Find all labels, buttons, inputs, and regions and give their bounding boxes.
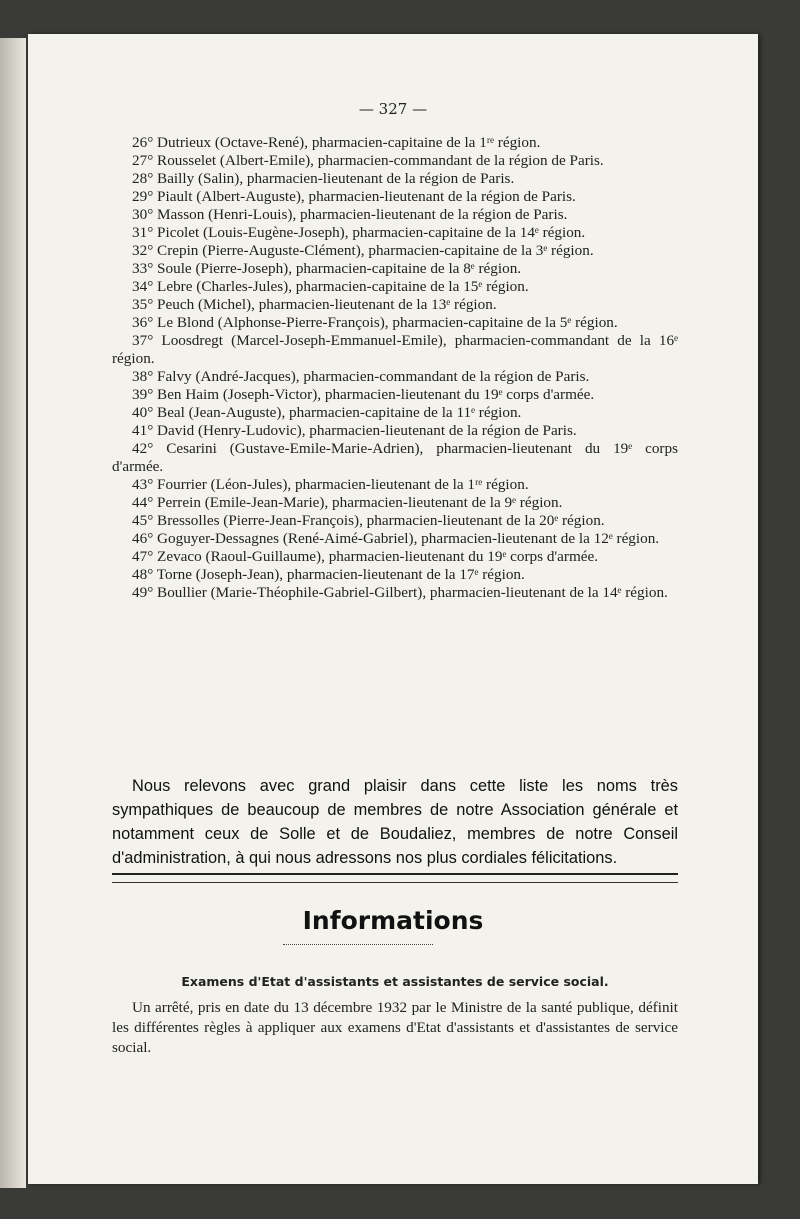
list-item: 33° Soule (Pierre-Joseph), pharmacien-capitaine de la 8ᵉ région. [132, 260, 522, 277]
list-item: 45° Bressolles (Pierre-Jean-François), pharmacien-lieutenant de la 20ᵉ région. [132, 512, 605, 529]
list-item: 43° Fourrier (Léon-Jules), pharmacien-lieutenant de la 1ʳᵉ région. [132, 476, 529, 493]
list-item: 32° Crepin (Pierre-Auguste-Clément), pharmacien-capitaine de la 3ᵉ région. [132, 242, 594, 259]
subheading: Examens d'Etat d'assistants et assistantes de service social. [181, 974, 609, 989]
list-item: 44° Perrein (Emile-Jean-Marie), pharmacien-lieutenant de la 9ᵉ région. [132, 494, 563, 511]
document-page [28, 34, 758, 1184]
list-item: 30° Masson (Henri-Louis), pharmacien-lieutenant de la région de Paris. [132, 206, 568, 223]
facing-page-edge [0, 38, 26, 1188]
list-item: 29° Piault (Albert-Auguste), pharmacien-lieutenant de la région de Paris. [132, 188, 576, 205]
section-divider-thin [112, 882, 678, 883]
list-item: 34° Lebre (Charles-Jules), pharmacien-capitaine de la 15ᵉ région. [132, 278, 529, 295]
list-item: 49° Boullier (Marie-Théophile-Gabriel-Gilbert), pharmacien-lieutenant de la 14ᵉ région. [132, 584, 668, 601]
body-paragraph: Un arrêté, pris en date du 13 décembre 1932 par le Ministre de la santé publique, définit les différentes règles à appliquer aux examens d'Etat d'assistants et d'assistantes de service social. [112, 999, 678, 1056]
list-item: 48° Torne (Joseph-Jean), pharmacien-lieutenant de la 17ᵉ région. [132, 566, 525, 583]
list-item: 37° Loosdregt (Marcel-Joseph-Emmanuel-Emile), pharmacien-commandant de la 16ᵉ région. [112, 332, 678, 367]
promotion-list [112, 134, 678, 602]
list-item: 46° Goguyer-Dessagnes (René-Aimé-Gabriel), pharmacien-lieutenant de la 12ᵉ région. [132, 530, 660, 547]
list-item: 26° Dutrieux (Octave-René), pharmacien-capitaine de la 1ʳᵉ région. [132, 134, 541, 151]
section-divider [112, 873, 678, 875]
list-item: 27° Rousselet (Albert-Emile), pharmacien-commandant de la région de Paris. [132, 152, 604, 169]
list-item: 38° Falvy (André-Jacques), pharmacien-commandant de la région de Paris. [132, 368, 590, 385]
list-item: 36° Le Blond (Alphonse-Pierre-François), pharmacien-capitaine de la 5ᵉ région. [132, 314, 618, 331]
section-title: Informations [302, 906, 484, 935]
list-item: 40° Beal (Jean-Auguste), pharmacien-capitaine de la 11ᵉ région. [132, 404, 522, 421]
list-item: 42° Cesarini (Gustave-Emile-Marie-Adrien), pharmacien-lieutenant du 19ᵉ corps d'armée. [112, 440, 678, 475]
list-item: 39° Ben Haim (Joseph-Victor), pharmacien-lieutenant du 19ᵉ corps d'armée. [132, 386, 595, 403]
list-item: 28° Bailly (Salin), pharmacien-lieutenant de la région de Paris. [132, 170, 515, 187]
page-number: — 327 — [358, 100, 428, 118]
list-item: 31° Picolet (Louis-Eugène-Joseph), pharmacien-capitaine de la 14ᵉ région. [132, 224, 586, 241]
list-item: 35° Peuch (Michel), pharmacien-lieutenant de la 13ᵉ région. [132, 296, 497, 313]
list-item: 47° Zevaco (Raoul-Guillaume), pharmacien-lieutenant du 19ᵉ corps d'armée. [132, 548, 599, 565]
closing-paragraph: Nous relevons avec grand plaisir dans cette liste les noms très sympathiques de beaucoup de membres de notre Association générale et notamment ceux de Solle et de Boudaliez, membres de notre Conseil d'administration, à qui nous adressons nos plus cordiales félicitations. [112, 777, 678, 867]
title-underline [283, 944, 433, 945]
list-item: 41° David (Henry-Ludovic), pharmacien-lieutenant de la région de Paris. [132, 422, 577, 439]
